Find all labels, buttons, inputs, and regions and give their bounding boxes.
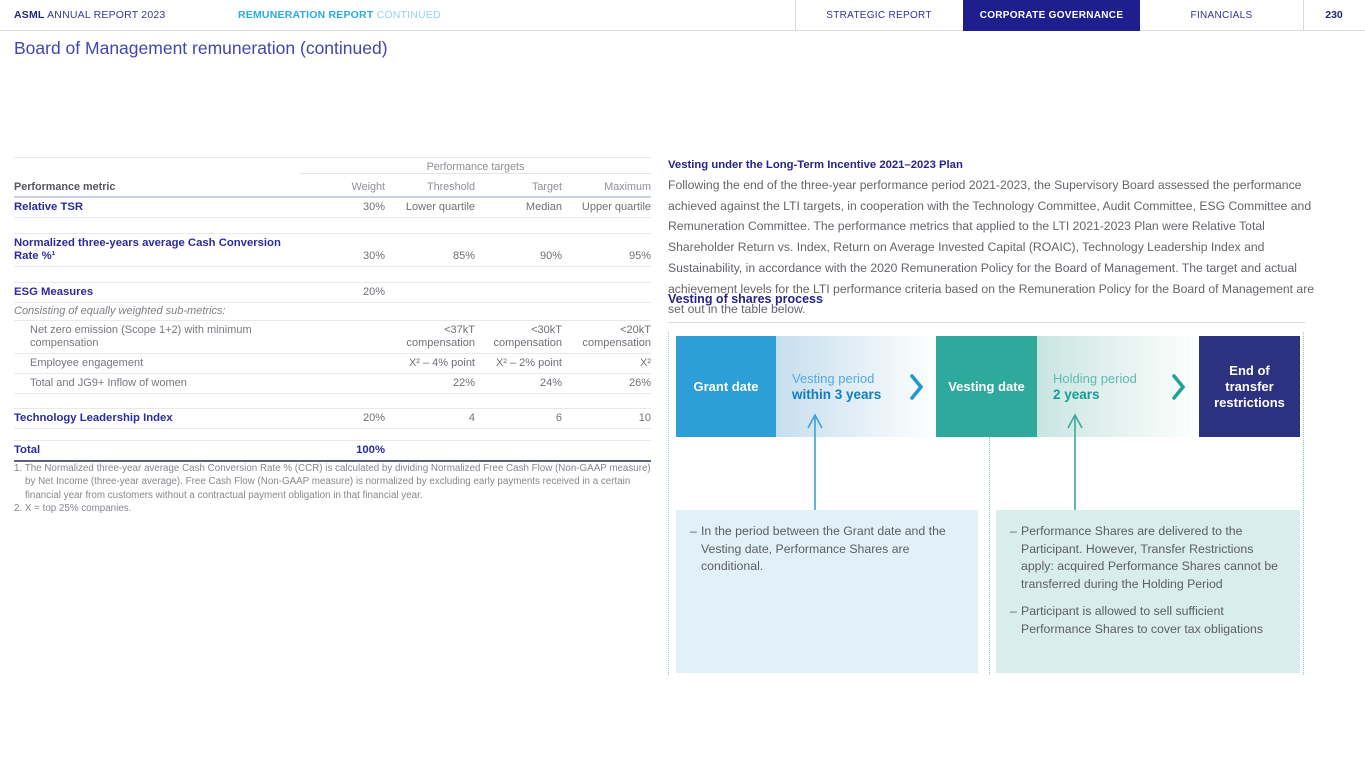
cell-maximum: X² (640, 357, 651, 369)
cell-weight: 30% (362, 201, 385, 213)
col-target: Target (531, 181, 562, 193)
tab-financials[interactable]: FINANCIALS (1190, 10, 1253, 21)
tab-strategic-report[interactable]: STRATEGIC REPORT (826, 10, 932, 21)
row-label: Technology Leadership Index (14, 412, 173, 424)
brand-rest: ANNUAL REPORT 2023 (44, 9, 166, 21)
note-text: Participant is allowed to sell sufficient Performance Shares to cover tax obligations (1021, 604, 1263, 636)
cell-weight: 20% (362, 286, 385, 298)
group-header: Performance targets (300, 158, 651, 174)
page-title: Board of Management remuneration (continued) (14, 38, 388, 58)
table-spacer (14, 218, 651, 234)
holding-period-line2: 2 years (1053, 386, 1100, 402)
cell-weight (300, 374, 385, 380)
row-label: Total and JG9+ Inflow of women (30, 377, 187, 389)
dotted-border-right (1303, 332, 1304, 675)
cell-threshold: 4 (468, 412, 475, 424)
note-bullet (1010, 603, 1286, 638)
col-maximum: Maximum (604, 181, 651, 193)
performance-metrics-table (14, 157, 651, 462)
dotted-border-left (668, 332, 669, 675)
col-performance-metric: Performance metric (14, 181, 116, 193)
table-group-header-row (14, 158, 651, 179)
table-row-esg-measures (14, 283, 651, 303)
cell-maximum (562, 441, 651, 447)
row-label: Employee engagement (30, 357, 144, 369)
bullet-dash: – (1010, 604, 1017, 618)
vesting-process-diagram (668, 330, 1305, 675)
page-header (0, 0, 1365, 31)
footnote-1: 1. The Normalized three-year average Cash Conversion Rate % (CCR) is calculated by dividing Normalized Free Cash Flow (Non-GAAP measure) by Net Income (three-year average). Free Cash Flow (Non-GAAP measure) is normalized by excluding early payments received in a certain financial year from customers without a contractual payment obligation in that financial year. (14, 463, 651, 501)
cell-weight (300, 321, 385, 327)
row-label: Consisting of equally weighted sub-metrics: (14, 305, 226, 317)
table-row-relative-tsr (14, 198, 651, 218)
cell-threshold (385, 283, 475, 289)
chevron-right-icon (1172, 374, 1186, 400)
section-label (238, 0, 441, 31)
cell-threshold: <37kT compensation (406, 324, 475, 349)
cell-threshold: 85% (452, 250, 475, 262)
section-continued: CONTINUED (373, 9, 441, 21)
cell-weight: 30% (362, 250, 385, 262)
cell-target: 24% (539, 377, 562, 389)
note-text: In the period between the Grant date and the Vesting date, Performance Shares are conditional. (701, 524, 946, 573)
vesting-process-heading: Vesting of shares process (668, 292, 823, 306)
cell-maximum: <20kT compensation (582, 324, 651, 349)
page-number: 230 (1325, 9, 1343, 21)
table-row-submetrics-intro (14, 303, 651, 321)
stage-holding-period (1037, 336, 1198, 437)
cell-weight (300, 354, 385, 360)
note-text: Performance Shares are delivered to the Participant. However, Transfer Restrictions apply: acquired Performance Shares cannot be transferred during the Holding Period (1021, 524, 1279, 591)
row-label: ESG Measures (14, 286, 94, 298)
cell-threshold: X² – 4% point (408, 357, 475, 369)
stage-grant-date: Grant date (676, 336, 776, 437)
col-weight: Weight (351, 181, 385, 193)
cell-target: Median (525, 201, 562, 213)
row-label: Net zero emission (Scope 1+2) with minimum compensation (30, 324, 252, 349)
cell-maximum: 95% (628, 250, 651, 262)
note-grant-to-vesting (676, 510, 978, 673)
arrow-up-icon (1066, 413, 1084, 510)
col-threshold: Threshold (426, 181, 475, 193)
table-row-total (14, 441, 651, 462)
cell-target: 90% (539, 250, 562, 262)
row-label: Total (14, 444, 41, 456)
table-row-cash-conversion-rate (14, 234, 651, 267)
cell-weight: 20% (362, 412, 385, 424)
cell-target (475, 283, 562, 289)
cell-threshold (385, 441, 475, 447)
lti-body-paragraph: Following the end of the three-year performance period 2021-2023, the Supervisory Board assessed the performance achieved against the LTI targets, in cooperation with the Technology Committee, Audit Committee, ESG Committee and Remuneration Committee. The performance metrics that applied to the LTI 2021-2023 Plan were Relative Total Shareholder Return vs. Index, Return on Average Invested Capital (ROAIC), Technology Leadership Index and Sustainability, in accordance with the 2020 Remuneration Policy for the Board of Management. The target and actual achievement levels for the LTI performance criteria based on the Remuneration Policy for the Board of Management are set out in the table below. (668, 178, 1315, 317)
cell-target (475, 441, 562, 447)
row-label: Normalized three-years average Cash Conversion Rate %¹ (14, 237, 281, 262)
lti-heading: Vesting under the Long-Term Incentive 2021–2023 Plan (668, 159, 963, 171)
table-header-row (14, 179, 651, 198)
cell-weight: 100% (356, 444, 385, 456)
cell-maximum: Upper quartile (581, 201, 651, 213)
row-label: Relative TSR (14, 201, 84, 213)
chevron-right-icon (910, 374, 924, 400)
table-row-technology-leadership-index (14, 409, 651, 429)
cell-threshold: Lower quartile (405, 201, 475, 213)
cell-target: 6 (555, 412, 562, 424)
report-brand (14, 0, 165, 31)
brand-asml: ASML (14, 9, 45, 21)
table-spacer (14, 267, 651, 283)
cell-target: X² – 2% point (495, 357, 562, 369)
cell-target: <30kT compensation (493, 324, 562, 349)
table-row-net-zero (14, 321, 651, 354)
table-row-employee-engagement (14, 354, 651, 374)
note-bullet (690, 523, 964, 576)
cell-maximum: 26% (628, 377, 651, 389)
cell-maximum (562, 283, 651, 289)
dotted-border-middle (989, 437, 990, 675)
footnote-2: 2. X = top 25% companies. (14, 503, 132, 515)
note-after-vesting (996, 510, 1300, 673)
table-row-inflow-of-women (14, 374, 651, 394)
arrow-up-icon (806, 413, 824, 510)
section-rule (668, 322, 1305, 323)
stage-end-of-transfer-restrictions: End of transfer restrictions (1199, 336, 1300, 437)
tab-corporate-governance[interactable]: CORPORATE GOVERNANCE (963, 0, 1140, 31)
table-spacer (14, 429, 651, 441)
bullet-dash: – (690, 524, 697, 538)
table-spacer (14, 394, 651, 409)
cell-maximum: 10 (638, 412, 651, 424)
table-footnotes (14, 462, 662, 516)
stage-vesting-date: Vesting date (936, 336, 1037, 437)
note-bullet (1010, 523, 1286, 593)
vesting-period-label (792, 371, 881, 403)
bullet-dash: – (1010, 524, 1017, 538)
holding-period-label (1053, 371, 1137, 403)
section-name: REMUNERATION REPORT (238, 9, 374, 21)
holding-period-line1: Holding period (1053, 370, 1137, 386)
vesting-period-line2: within 3 years (792, 386, 882, 402)
stage-vesting-period (776, 336, 936, 437)
vesting-period-line1: Vesting period (792, 370, 875, 386)
cell-threshold: 22% (452, 377, 475, 389)
